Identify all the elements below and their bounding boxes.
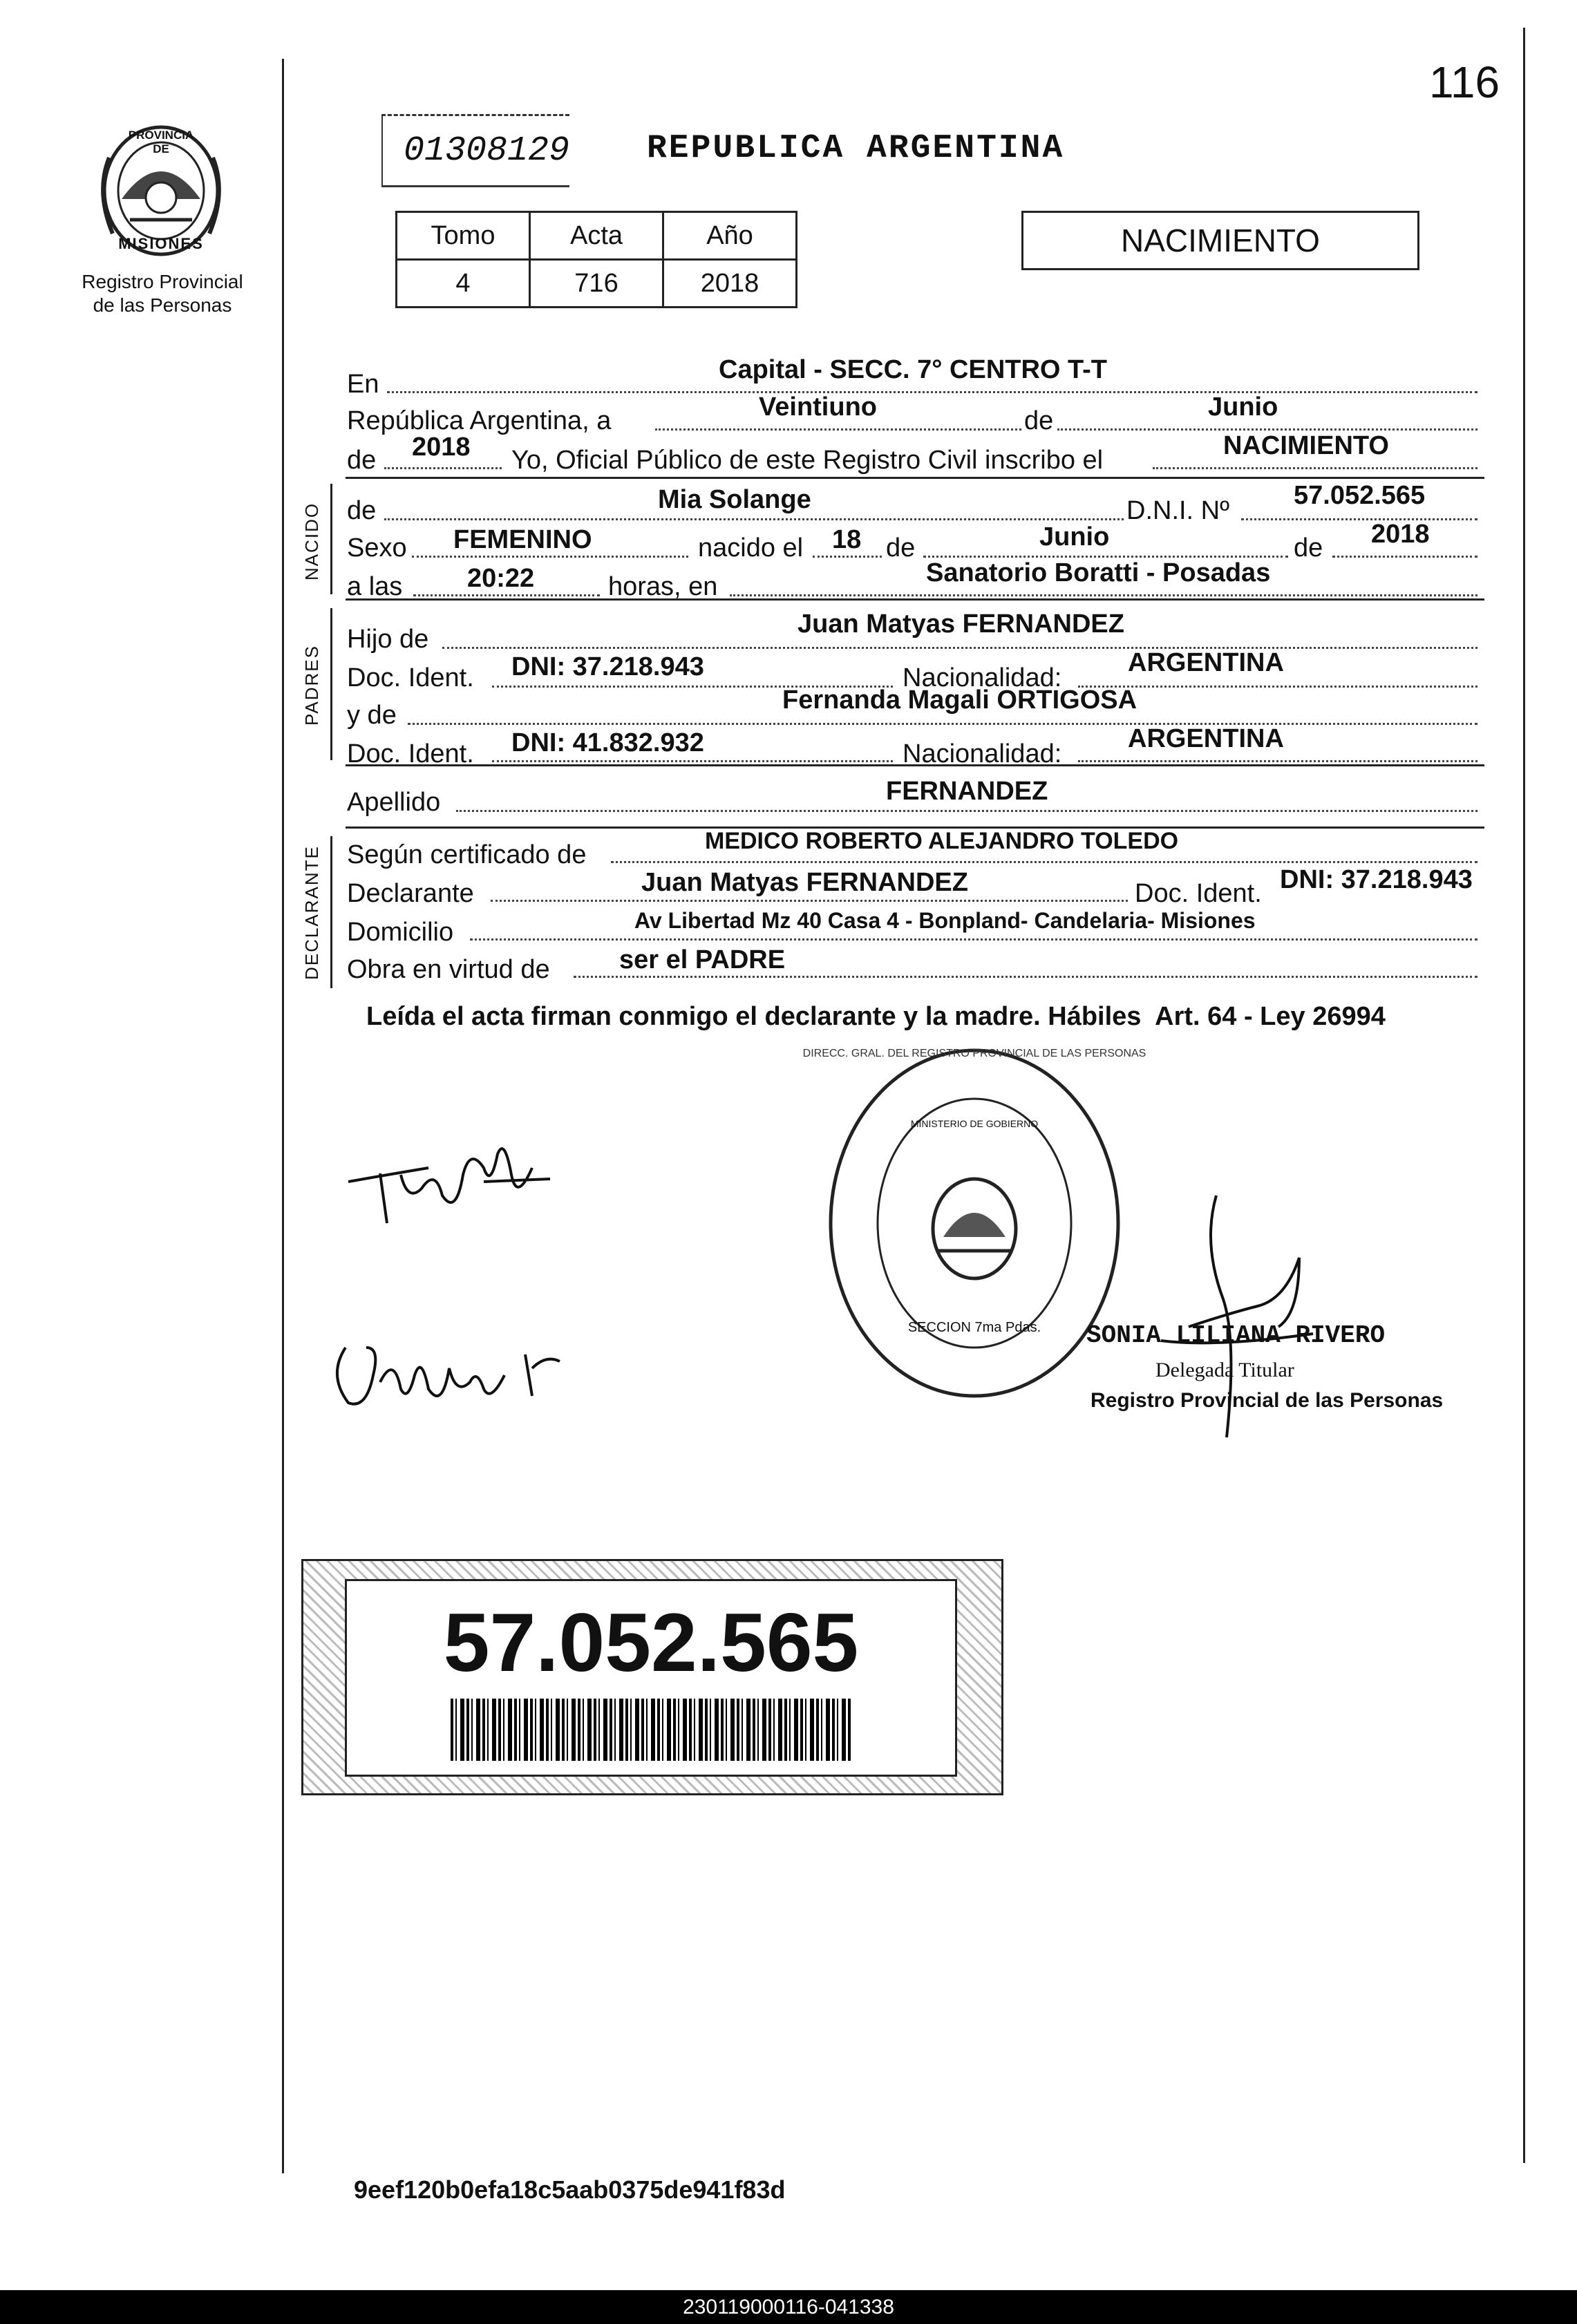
value-day-words: Veintiuno <box>759 393 877 422</box>
footer-id: 230119000116-041338 <box>683 2296 894 2318</box>
bracket-declarante <box>330 836 332 988</box>
value-certificate: MEDICO ROBERTO ALEJANDRO TOLEDO <box>705 828 1179 854</box>
dots-en <box>387 391 1477 393</box>
value-father-doc: DNI: 37.218.943 <box>511 652 704 681</box>
value-birth-day: 18 <box>832 525 862 554</box>
value-domicilio: Av Libertad Mz 40 Casa 4 - Bonpland- Candelaria- Misiones <box>634 908 1256 933</box>
value-location: Capital - SECC. 7° CENTRO T-T <box>719 355 1108 384</box>
record-type-box <box>1021 211 1419 270</box>
value-obra: ser el PADRE <box>619 945 786 974</box>
label-nacionalidad-mother: Nacionalidad: <box>903 739 1062 768</box>
dots-mother-nat <box>1078 760 1477 762</box>
emblem-bottom-text: MISIONES <box>118 235 204 252</box>
dots-cert <box>611 861 1477 863</box>
dots-father <box>442 647 1477 649</box>
dni-sticker <box>301 1559 1003 1795</box>
label-de-month: de <box>1024 406 1054 435</box>
closing-text: Leída el acta firman conmigo el declarante y la madre. Hábiles Art. 64 - Ley 26994 <box>366 1002 1386 1031</box>
footer-id-bar <box>0 2290 1577 2324</box>
value-birth-month: Junio <box>1039 522 1110 551</box>
label-en: En <box>347 370 379 399</box>
value-declarante: Juan Matyas FERNANDEZ <box>641 868 968 897</box>
declarant-signature-icon <box>346 1140 553 1230</box>
dots-birth-year <box>1332 556 1477 558</box>
value-sexo: FEMENINO <box>453 525 592 554</box>
table-value-tomo: 4 <box>397 260 530 308</box>
divider-header-section <box>346 477 1484 479</box>
label-domicilio: Domicilio <box>347 918 454 947</box>
value-birth-place: Sanatorio Boratti - Posadas <box>926 558 1271 587</box>
dots-obra <box>574 976 1477 978</box>
country-title: REPUBLICA ARGENTINA <box>647 130 1065 167</box>
label-de-year: de <box>347 446 377 475</box>
dots-sexo <box>412 556 688 558</box>
value-act-type: NACIMIENTO <box>1223 431 1389 460</box>
dots-birth-day <box>813 556 882 558</box>
signatory-office: Registro Provincial de las Personas <box>1090 1389 1444 1412</box>
dots-mother-doc <box>492 760 893 762</box>
seal-emblem-icon <box>822 1043 1126 1403</box>
table-value-anio: 2018 <box>663 260 797 308</box>
value-apellido: FERNANDEZ <box>886 777 1048 806</box>
dots-father-nat <box>1078 686 1477 688</box>
label-hijo-de: Hijo de <box>347 625 429 654</box>
value-mother-nationality: ARGENTINA <box>1128 724 1284 753</box>
registry-emblem <box>88 116 234 261</box>
dni-sticker-number: 57.052.565 <box>443 1596 859 1689</box>
registry-name-line2: de las Personas <box>93 294 232 316</box>
dots-year <box>384 467 502 469</box>
dots-place <box>730 594 1477 596</box>
dots-republica-day <box>655 428 1021 431</box>
value-year: 2018 <box>412 433 471 462</box>
serial-number: 01308129 <box>404 131 570 171</box>
dni-sticker-inner <box>345 1579 957 1777</box>
seal-inner-text: MINISTERIO DE GOBIERNO <box>910 1118 1039 1129</box>
label-de-birth-year: de <box>1294 533 1323 563</box>
value-mother-name: Fernanda Magali ORTIGOSA <box>782 686 1137 715</box>
label-a-las: a las <box>347 572 403 601</box>
label-doc-ident-father: Doc. Ident. <box>347 663 474 692</box>
bracket-padres <box>330 608 332 760</box>
label-horas-en: horas, en <box>608 572 718 601</box>
document-hash: 9eef120b0efa18c5aab0375de941f83d <box>354 2175 786 2204</box>
dots-name <box>384 518 1124 520</box>
label-nacido-el: nacido el <box>698 533 804 563</box>
label-de-name: de <box>347 496 377 525</box>
record-table-header-row <box>397 212 797 260</box>
label-sexo: Sexo <box>347 533 407 563</box>
value-declarante-doc: DNI: 37.218.943 <box>1280 865 1473 894</box>
table-header-tomo: Tomo <box>397 212 530 260</box>
label-dni: D.N.I. Nº <box>1126 496 1229 525</box>
value-child-name: Mia Solange <box>658 485 811 514</box>
value-child-dni: 57.052.565 <box>1294 481 1426 510</box>
signatory-title: Delegada Titular <box>1155 1359 1294 1381</box>
bracket-nacido <box>330 484 332 594</box>
value-father-nationality: ARGENTINA <box>1128 648 1284 677</box>
seal-outer-text: DIRECC. GRAL. DEL REGISTRO PROVINCIAL DE LAS PERSONAS <box>802 1048 1146 1059</box>
dots-mother <box>408 723 1477 725</box>
divider-nacido-section <box>346 598 1484 601</box>
dots-act <box>1153 467 1477 469</box>
value-father-name: Juan Matyas FERNANDEZ <box>797 610 1124 639</box>
barcode-icon <box>451 1699 851 1761</box>
dots-month <box>1057 428 1477 431</box>
dots-time <box>413 594 600 596</box>
divider-padres-section <box>346 764 1484 766</box>
label-de-birth-month: de <box>886 533 916 563</box>
record-type-label: NACIMIENTO <box>1121 223 1320 258</box>
official-seal <box>802 1043 1146 1403</box>
table-value-acta: 716 <box>530 260 663 308</box>
left-margin-line <box>282 59 284 2173</box>
dots-birth-month <box>923 556 1288 558</box>
registry-name-line1: Registro Provincial <box>82 271 243 292</box>
record-table-value-row <box>397 260 797 308</box>
table-header-acta: Acta <box>530 212 663 260</box>
dots-apellido <box>456 810 1477 812</box>
mother-signature-icon <box>325 1327 587 1424</box>
label-republica: República Argentina, a <box>347 406 612 435</box>
right-margin-line <box>1523 28 1525 2163</box>
emblem-top-text: PROVINCIA DE <box>128 129 194 155</box>
page-number: 116 <box>1429 57 1500 107</box>
section-label-padres: PADRES <box>301 645 322 726</box>
signatory-name: SONIA LILIANA RIVERO <box>1086 1321 1386 1350</box>
value-birth-year: 2018 <box>1371 520 1430 549</box>
record-table <box>395 211 797 308</box>
seal-section-text: SECCION 7ma Pdas. <box>907 1320 1041 1335</box>
label-apellido: Apellido <box>347 788 441 817</box>
label-declarante: Declarante <box>347 879 474 908</box>
section-label-nacido: NACIDO <box>301 502 322 580</box>
label-doc-ident-declarante: Doc. Ident. <box>1135 879 1262 908</box>
dots-dni <box>1241 518 1477 520</box>
label-nacionalidad-father: Nacionalidad: <box>903 663 1062 692</box>
value-birth-time: 20:22 <box>467 564 535 593</box>
label-segun-certificado: Según certificado de <box>347 840 587 869</box>
section-label-declarante: DECLARANTE <box>301 845 322 980</box>
dots-declarante <box>491 900 1128 902</box>
value-mother-doc: DNI: 41.832.932 <box>511 728 704 757</box>
label-yo-oficial: Yo, Oficial Público de este Registro Civil inscribo el <box>511 446 1104 475</box>
label-obra-en-virtud: Obra en virtud de <box>347 955 550 984</box>
table-header-anio: Año <box>663 212 797 260</box>
label-y-de: y de <box>347 701 397 730</box>
dots-domicilio <box>470 938 1477 941</box>
serial-stamp <box>381 114 569 187</box>
value-month: Junio <box>1208 393 1278 422</box>
label-doc-ident-mother: Doc. Ident. <box>347 739 474 768</box>
